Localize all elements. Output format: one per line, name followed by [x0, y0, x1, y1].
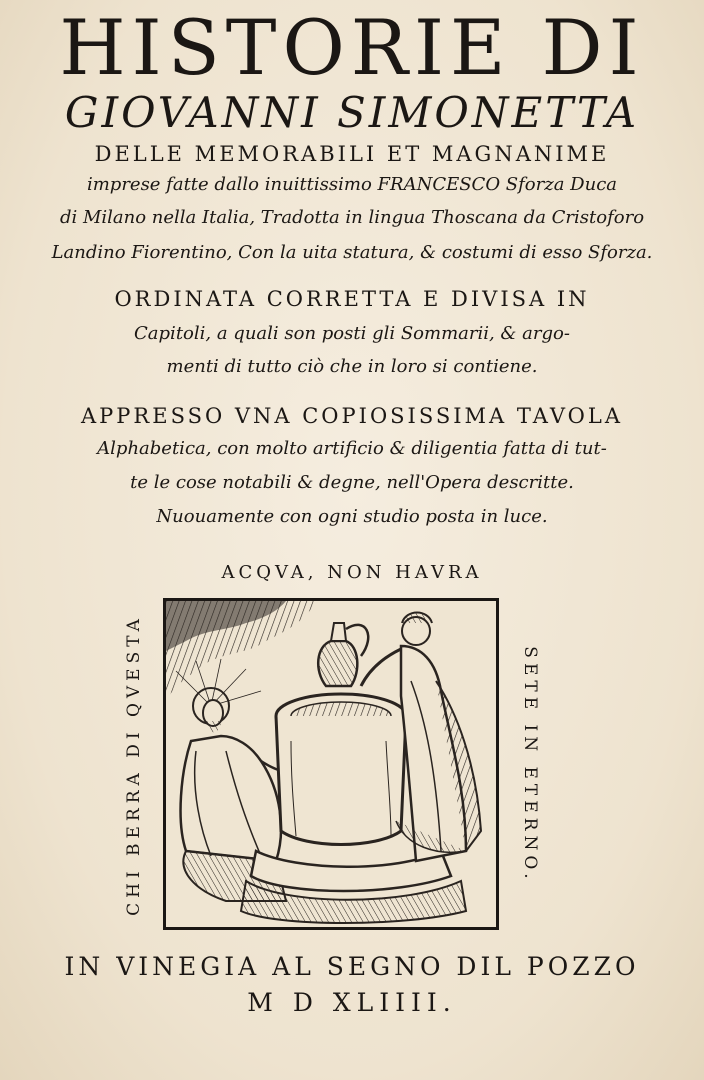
- ordinata-line-2: Capitoli, a quali son posti gli Sommarii, & argo-: [134, 323, 570, 344]
- motto-left: CHI BERRA DI QVESTA: [124, 614, 144, 916]
- woodcut-illustration: [163, 598, 499, 930]
- subtitle-line-2: imprese fatte dallo inuittissimo FRANCESCO Sforza Duca: [86, 174, 618, 195]
- appresso-line-3: te le cose notabili & degne, nell'Opera descritte.: [130, 472, 574, 493]
- appresso-line-1: APPRESSO VNA COPIOSISSIMA TAVOLA: [81, 404, 623, 428]
- ordinata-line-1: ORDINATA CORRETTA E DIVISA IN: [114, 287, 590, 311]
- motto-top: ACQVA, NON HAVRA: [221, 562, 483, 583]
- motto-right: SETE IN ETERNO.: [520, 646, 540, 884]
- imprint-date: M D XLIIII.: [247, 988, 457, 1017]
- ordinata-line-3: menti di tutto ciò che in loro si contiene.: [166, 356, 538, 377]
- imprint-line-1: IN VINEGIA AL SEGNO DIL POZZO: [64, 952, 640, 981]
- subtitle-line-3: di Milano nella Italia, Tradotta in lingua Thoscana da Cristoforo: [59, 207, 645, 228]
- subtitle-line-4: Landino Fiorentino, Con la uita statura, & costumi di esso Sforza.: [51, 242, 653, 263]
- title-line-1: HISTORIE DI: [59, 3, 645, 92]
- woodcut-christ-samaritan-well-image: [166, 601, 496, 927]
- appresso-line-2: Alphabetica, con molto artificio & diligentia fatta di tut-: [97, 438, 607, 459]
- subtitle-line-1: DELLE MEMORABILI ET MAGNANIME: [94, 142, 610, 166]
- appresso-line-4: Nuouamente con ogni studio posta in luce.: [156, 506, 548, 527]
- title-line-2-author: GIOVANNI SIMONETTA: [64, 88, 640, 137]
